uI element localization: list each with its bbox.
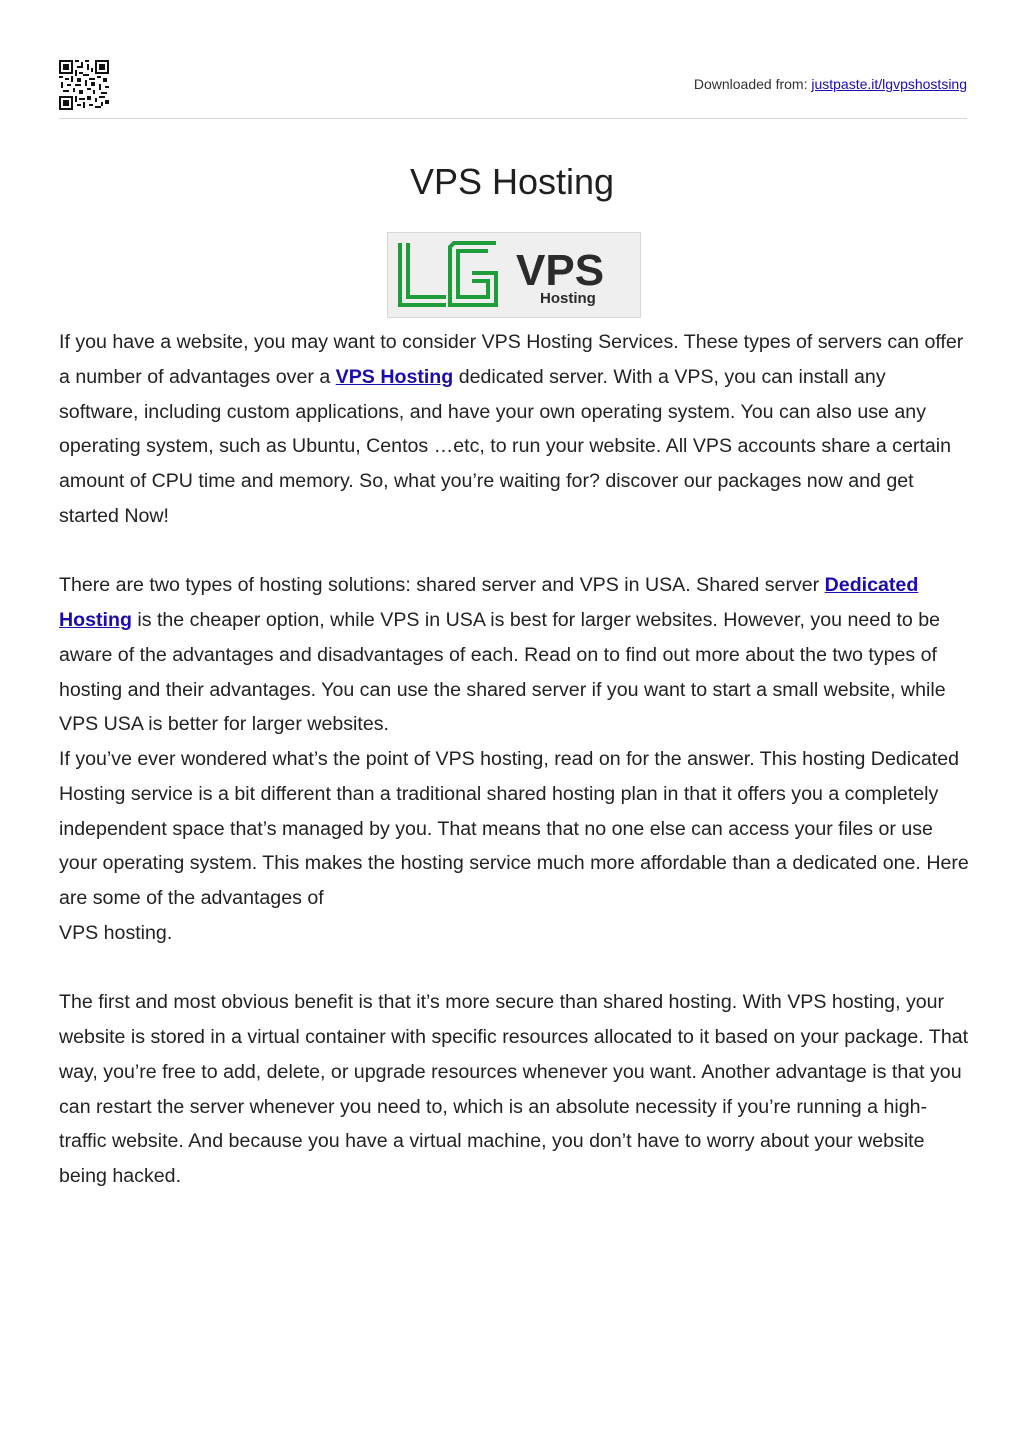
paragraph-text: There are two types of hosting solutions: shared server and VPS in USA. Shared server xyxy=(59,574,825,597)
article-body xyxy=(59,325,969,1194)
download-prefix: Downloaded from: xyxy=(693,76,812,92)
paragraph: If you’ve ever wondered what’s the point of VPS hosting, read on for the answer. This hosting Dedicated Hosting service is a bit different than a traditional shared hosting plan in that it offers you a completely independent space that’s managed by you. That means that no one else can access your files or use your operating system. This makes the hosting service much more affordable than a dedicated one. Here are some of the advantages of xyxy=(59,748,969,909)
source-link[interactable]: justpaste.it/lgvpshostsing xyxy=(811,76,967,92)
paragraph xyxy=(59,568,969,742)
paragraph-text: If you have a website, you may want to consider VPS Hosting Services. These types of servers can offer a number of advantages over a xyxy=(59,331,964,388)
dedicated-hosting-link[interactable]: Dedicated Hosting xyxy=(59,574,919,631)
logo-l-letter xyxy=(400,243,446,305)
lgvps-logo xyxy=(387,232,641,318)
paragraph-text: dedicated server. With a VPS, you can install any software, including custom applications, and have your own operating system. You can also use any operating system, such as Ubuntu, Centos …etc, to run your website. All VPS accounts share a certain amount of CPU time and memory. So, what you’re waiting for? discover our packages now and get started Now! xyxy=(59,365,951,527)
paragraph-gap xyxy=(59,534,969,569)
vps-hosting-link[interactable]: VPS Hosting xyxy=(335,365,454,388)
qr-code-icon xyxy=(59,60,109,110)
paragraph: The first and most obvious benefit is that it’s more secure than shared hosting. With VPS hosting, your website is stored in a virtual container with specific resources allocated to it based on your package. That way, you’re free to add, delete, or upgrade resources whenever you want. Another advantage is that you can restart the server whenever you need to, which is an absolute necessity if you’re running a high-traffic website. And because you have a virtual machine, you don’t have to worry about your website being hacked. xyxy=(59,991,969,1187)
download-source xyxy=(694,76,967,92)
logo-brand-text: VPS xyxy=(516,246,605,295)
paragraph xyxy=(59,325,969,534)
logo-g-letter xyxy=(450,243,496,305)
page-title: VPS Hosting xyxy=(409,161,615,202)
paragraph-text: is the cheaper option, while VPS in USA is best for larger websites. However, you need to be aware of the advantages and disadvantages of each. Read on to find out more about the two types of hosting and their advantages. You can use the shared server if you want to start a small website, while VPS USA is better for larger websites. xyxy=(59,609,946,736)
logo-sub-text: Hosting xyxy=(540,290,596,307)
paragraph-gap xyxy=(59,951,969,986)
page-header xyxy=(59,60,967,119)
paragraph-end: VPS hosting. xyxy=(59,921,173,944)
